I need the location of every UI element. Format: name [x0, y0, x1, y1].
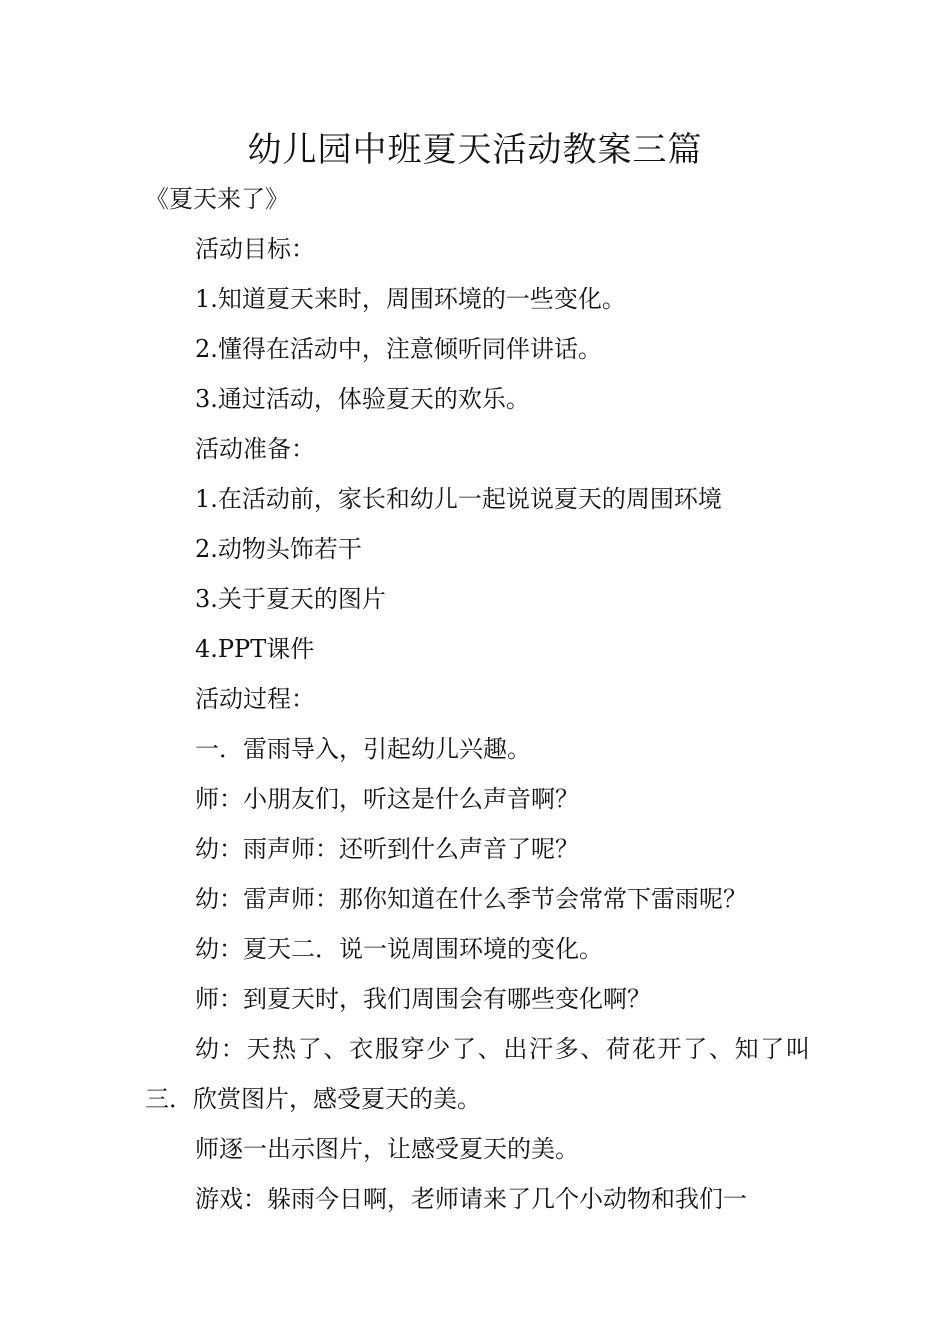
paragraph: 师：到夏天时，我们周围会有哪些变化啊？ [195, 985, 651, 1013]
section-heading: 《夏天来了》 [145, 185, 289, 213]
paragraph: 游戏：躲雨今日啊，老师请来了几个小动物和我们一 [195, 1185, 747, 1213]
paragraph: 幼：雷声师：那你知道在什么季节会常常下雷雨呢？ [195, 885, 747, 913]
paragraph: 幼：天热了、衣服穿少了、出汗多、荷花开了、知了叫三．欣赏图片，感受夏天的美。 [145, 1035, 810, 1113]
paragraph: 2.懂得在活动中，注意倾听同伴讲话。 [195, 335, 602, 363]
paragraph: 1.知道夏天来时，周围环境的一些变化。 [195, 285, 626, 313]
paragraph: 幼：夏天二．说一说周围环境的变化。 [195, 935, 603, 963]
paragraph: 活动准备： [195, 435, 315, 463]
paragraph: 师逐一出示图片，让感受夏天的美。 [195, 1135, 579, 1163]
paragraph: 师：小朋友们，听这是什么声音啊？ [195, 785, 579, 813]
document-title: 幼儿园中班夏天活动教案三篇 [247, 130, 703, 170]
paragraph: 3.通过活动，体验夏天的欢乐。 [195, 385, 530, 413]
paragraph: 3.关于夏天的图片 [195, 585, 386, 613]
paragraph: 2.动物头饰若干 [195, 535, 362, 563]
paragraph: 活动过程： [195, 685, 315, 713]
paragraph: 一．雷雨导入，引起幼儿兴趣。 [195, 735, 531, 763]
paragraph: 活动目标： [195, 235, 315, 263]
paragraph: 1.在活动前，家长和幼儿一起说说夏天的周围环境 [195, 485, 722, 513]
document-body [145, 174, 810, 1224]
paragraph: 4.PPT课件 [195, 635, 315, 663]
paragraph: 幼：雨声师：还听到什么声音了呢？ [195, 835, 579, 863]
